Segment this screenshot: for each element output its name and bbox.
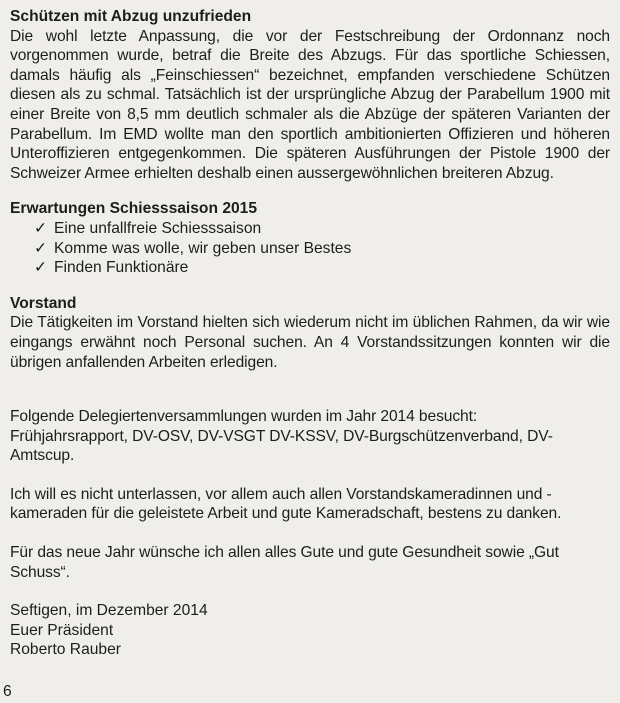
checkmark-icon: ✓ (34, 259, 48, 277)
signature-block (10, 601, 610, 660)
section-heading: Erwartungen Schiesssaison 2015 (10, 200, 258, 218)
section-vorstand (10, 294, 610, 372)
expectations-list (10, 219, 610, 278)
page-number: 6 (3, 683, 12, 700)
list-item: ✓ Komme was wolle, wir geben unser Bestes (34, 239, 352, 257)
section-heading: Schützen mit Abzug unzufrieden (10, 8, 252, 25)
section-abzug (10, 7, 610, 183)
list-item: ✓ Finden Funktionäre (34, 259, 189, 277)
delegates-list: Frühjahrsrapport, DV-OSV, DV-VSGT DV-KSSV, DV-Burgschützenverband, DV-Amtscup. (10, 427, 553, 465)
wishes-paragraph: Für das neue Jahr wünsche ich allen alles Gute und gute Gesundheit sowie „Gut Schuss“. (10, 544, 559, 581)
delegates-intro: Folgende Delegiertenversammlungen wurden im Jahr 2014 besucht: (10, 408, 478, 426)
checkmark-icon: ✓ (34, 219, 48, 237)
list-item: ✓ Eine unfallfreie Schiesssaison (34, 219, 262, 237)
signature-role: Euer Präsident (10, 621, 114, 639)
section-erwartungen (10, 199, 610, 277)
section-paragraph: Die Tätigkeiten im Vorstand hielten sich wiederum nicht im üblichen Rahmen, da wir wie eingangs erwähnt noch Personal suchen. An 4 Vorstandssitzungen konnten wir die übrigen anfallenden Arbeiten erledigen. (10, 314, 610, 371)
section-paragraph: Die wohl letzte Anpassung, die vor der Festschreibung der Ordonnanz noch vorgenommen wurde, betraf die Breite des Abzugs. Für das sportliche Schiessen, damals häufig als „Feinschiessen“ bezeichnet, empfanden verschiedene Schützen diesen als zu schmal. Tatsächlich ist der ursprüngliche Abzug der Parabellum 1900 mit einer Breite von 8,5 mm deutlich schmaler als die Abzüge der späteren Varianten der Parabellum. Im EMD wollte man den sportlich ambitionierten Offizieren und höheren Unteroffizieren entgegenkommen. Die späteren Ausführungen der Pistole 1900 der Schweizer Armee erhielten deshalb einen aussergewöhnlichen breiteren Abzug. (10, 27, 610, 182)
document-page (10, 7, 610, 660)
checkmark-icon: ✓ (34, 239, 48, 257)
signature-name: Roberto Rauber (10, 641, 121, 659)
section-heading: Vorstand (10, 294, 77, 312)
thanks-paragraph: Ich will es nicht unterlassen, vor allem auch allen Vorstandskameradinnen und -kameraden für die geleistete Arbeit und gute Kameradschaft, bestens zu danken. (10, 485, 562, 523)
signature-place-date: Seftigen, im Dezember 2014 (10, 602, 208, 620)
